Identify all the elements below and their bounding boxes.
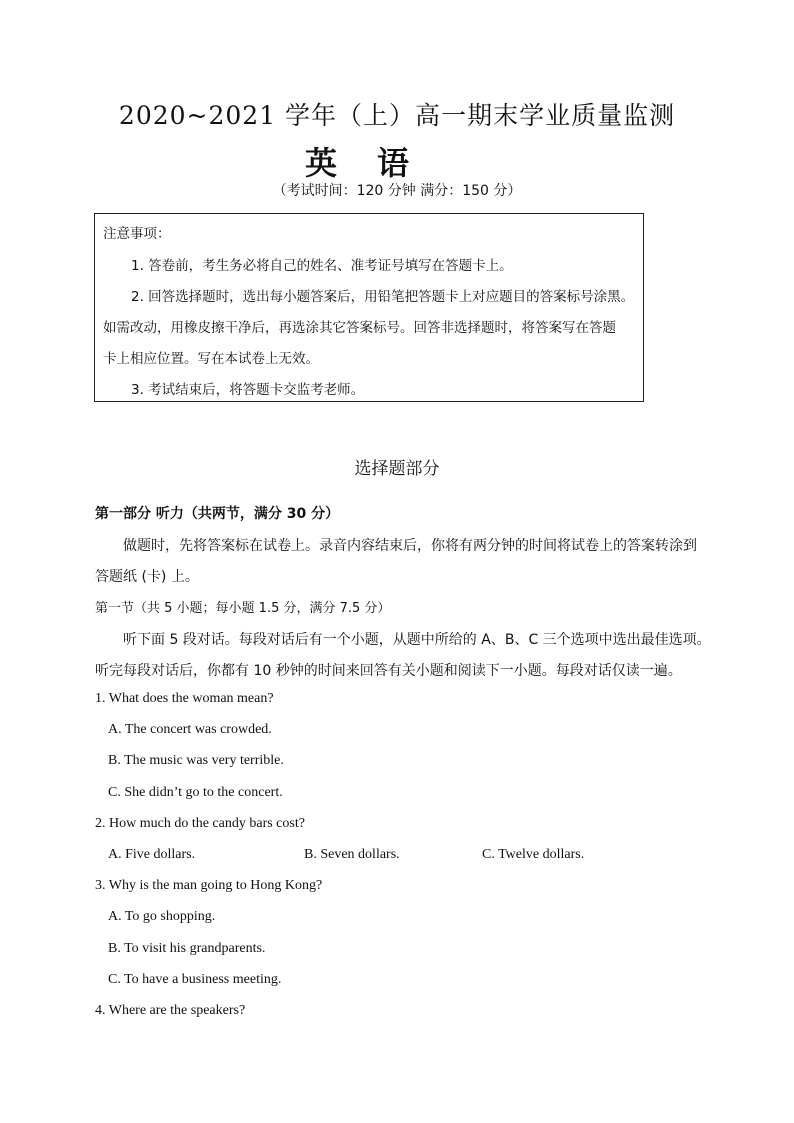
question-1: 1. What does the woman mean? xyxy=(95,691,274,706)
notice-line-2: 2. 回答选择题时，选出每小题答案后，用铅笔把答题卡上对应题目的答案标号涂黑。 xyxy=(131,289,635,305)
question-4: 4. Where are the speakers? xyxy=(95,1003,246,1018)
directions-line-2: 听完每段对话后，你都有 10 秒钟的时间来回答有关小题和阅读下一小题。每段对话仅读一遍。 xyxy=(95,663,682,679)
notice-line-3: 如需改动，用橡皮擦干净后，再选涂其它答案标号。回答非选择题时，将答案写在答题 xyxy=(103,320,616,336)
question-1-option-c: C. She didn’t go to the concert. xyxy=(108,785,283,800)
subsection-heading: 第一节（共 5 小题；每小题 1.5 分，满分 7.5 分） xyxy=(95,601,391,616)
section-title: 选择题部分 xyxy=(354,459,440,479)
question-3: 3. Why is the man going to Hong Kong? xyxy=(95,878,323,893)
question-3-option-a: A. To go shopping. xyxy=(108,909,216,924)
notice-box xyxy=(94,213,644,402)
question-2-option-c: C. Twelve dollars. xyxy=(482,847,585,862)
question-2: 2. How much do the candy bars cost? xyxy=(95,816,305,831)
exam-meta: （考试时间：120 分钟 满分：150 分） xyxy=(272,183,522,199)
part-heading: 第一部分 听力（共两节，满分 30 分） xyxy=(95,506,340,522)
question-3-option-b: B. To visit his grandparents. xyxy=(108,941,266,956)
instruction-line-1: 做题时，先将答案标在试卷上。录音内容结束后，你将有两分钟的时间将试卷上的答案转涂到 xyxy=(123,538,697,554)
directions-line-1: 听下面 5 段对话。每段对话后有一个小题，从题中所给的 A、B、C 三个选项中选出最佳选项。 xyxy=(123,632,711,648)
notice-line-4: 卡上相应位置。写在本试卷上无效。 xyxy=(103,351,319,367)
notice-line-1: 1. 答卷前，考生务必将自己的姓名、准考证号填写在答题卡上。 xyxy=(131,258,513,274)
question-1-option-a: A. The concert was crowded. xyxy=(108,722,272,737)
instruction-line-2: 答题纸 (卡) 上。 xyxy=(95,569,199,585)
notice-heading: 注意事项： xyxy=(103,226,171,242)
notice-line-5: 3. 考试结束后，将答题卡交监考老师。 xyxy=(131,382,365,398)
question-3-option-c: C. To have a business meeting. xyxy=(108,972,282,987)
exam-title: 2020~2021 学年（上）高一期末学业质量监测 xyxy=(118,101,676,130)
question-2-option-b: B. Seven dollars. xyxy=(304,847,400,862)
subject-title: 英语 xyxy=(305,144,450,182)
question-1-option-b: B. The music was very terrible. xyxy=(108,753,284,768)
question-2-option-a: A. Five dollars. xyxy=(108,847,196,862)
